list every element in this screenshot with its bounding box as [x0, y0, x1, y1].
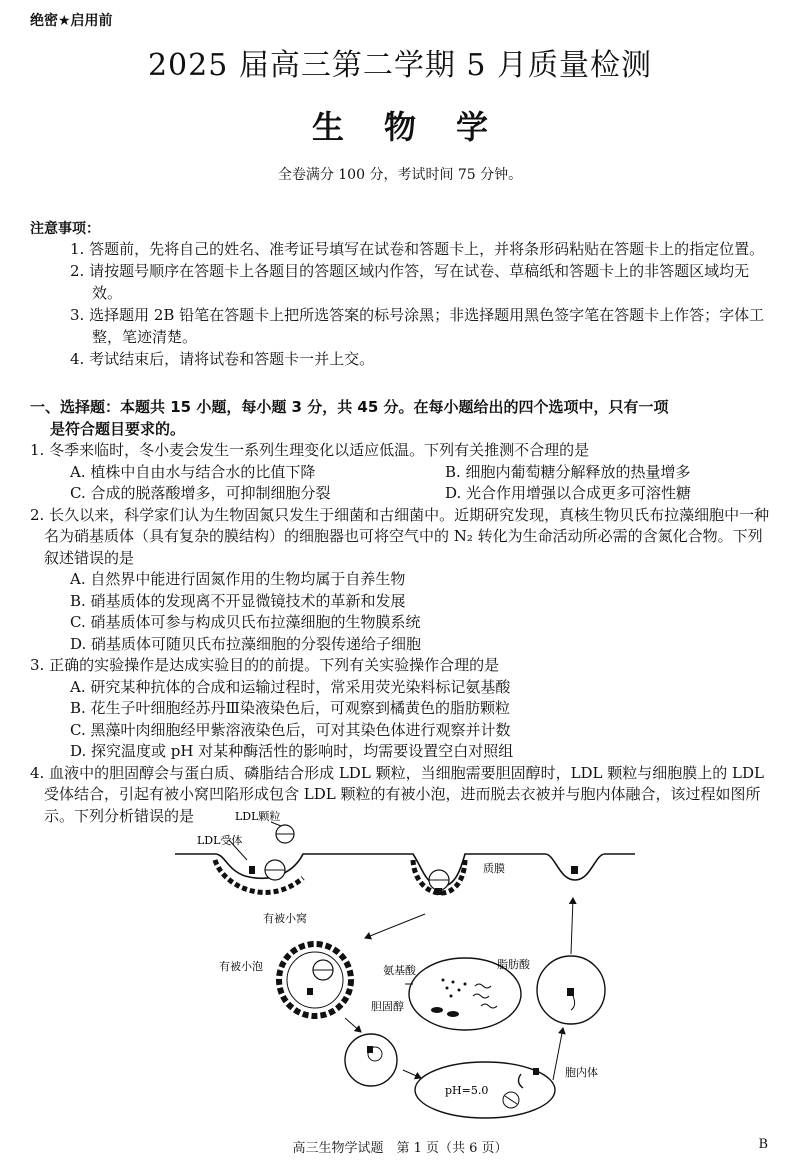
- uncoated-vesicle: [345, 1034, 397, 1086]
- option-d: D. 探究温度或 pH 对某种酶活性的影响时，均需要设置空白对照组: [70, 742, 514, 760]
- note-item: 2. 请按题号顺序在答题卡上各题目的答题区域内作答，写在试卷、草稿纸和答题卡上的非答题区域均无效。: [70, 262, 750, 302]
- label-ldl-particle: LDL颗粒: [235, 810, 281, 823]
- label-membrane: 质膜: [483, 862, 505, 875]
- label-ldl-receptor: LDL受体: [197, 834, 243, 847]
- notes-heading: 注意事项：: [30, 221, 100, 237]
- option-c: C. 合成的脱落酸增多，可抑制细胞分裂: [70, 484, 331, 502]
- section-heading-line2: 是符合题目要求的。: [50, 420, 186, 438]
- coated-pit-right: [413, 860, 465, 895]
- question-3: [30, 655, 772, 763]
- recycling-vesicle: [537, 956, 605, 1024]
- label-endosome: 胞内体: [565, 1066, 598, 1079]
- label-coated-pit: 有被小窝: [263, 912, 307, 925]
- paper-version-mark: B: [758, 1137, 768, 1152]
- note-item: 4. 考试结束后，请将试卷和答题卡一并上交。: [70, 350, 375, 368]
- label-ph: pH=5.0: [445, 1084, 489, 1097]
- recycling-vesicle-upper: [535, 884, 615, 900]
- confidential-mark: 绝密★启用前: [30, 13, 113, 29]
- option-c: C. 硝基质体可参与构成贝氏布拉藻细胞的生物膜系统: [70, 613, 421, 631]
- note-item: 3. 选择题用 2B 铅笔在答题卡上把所选答案的标号涂黑；非选择题用黑色签字笔在答题卡上作答；字体工整，笔迹清楚。: [70, 306, 765, 346]
- label-fatty-acid: 脂肪酸: [497, 958, 530, 971]
- option-a: A. 自然界中能进行固氮作用的生物均属于自养生物: [70, 570, 406, 588]
- option-a: A. 植株中自由水与结合水的比值下降: [70, 462, 316, 481]
- option-b: B. 细胞内葡萄糖分解释放的热量增多: [445, 462, 691, 481]
- page-footer: 高三生物学试题 第 1 页（共 6 页）: [292, 1141, 508, 1156]
- subject-title: 生物学: [311, 108, 528, 146]
- notes-list: [30, 238, 772, 370]
- option-b: B. 花生子叶细胞经苏丹Ⅲ染液染色后，可观察到橘黄色的脂肪颗粒: [70, 699, 511, 717]
- section-heading: [30, 396, 772, 440]
- option-b: B. 硝基质体的发现离不开显微镜技术的革新和发展: [70, 591, 406, 610]
- question-stem: 4. 血液中的胆固醇会与蛋白质、磷脂结合形成 LDL 颗粒，当细胞需要胆固醇时，LDL 颗粒与细胞膜上的 LDL 受体结合，引起有被小窝凹陷形成包含 LDL 颗粒的有被小泡，进而脱去衣被并与胞内体融合，该过程如图所示。下列分析错误的是: [30, 763, 765, 825]
- plasma-membrane: [175, 854, 635, 886]
- question-2: [30, 505, 772, 656]
- endocytosis-diagram: [175, 810, 635, 1126]
- coated-vesicle: [279, 944, 351, 1016]
- question-stem: 3. 正确的实验操作是达成实验目的的前提。下列有关实验操作合理的是: [30, 656, 500, 674]
- option-d: D. 光合作用增强以合成更多可溶性糖: [445, 484, 692, 502]
- label-cholesterol: 胆固醇: [371, 1000, 404, 1013]
- question-stem: 1. 冬季来临时，冬小麦会发生一系列生理变化以适应低温。下列有关推测不合理的是: [30, 441, 590, 459]
- section-heading-line1: 一、选择题：本题共 15 小题，每小题 3 分，共 45 分。在每小题给出的四个选项中，只有一项: [30, 398, 669, 416]
- ldl-particle: [276, 825, 294, 843]
- label-amino-acid: 氨基酸: [383, 964, 416, 977]
- option-c: C. 黑藻叶肉细胞经甲紫溶液染色后，可对其染色体进行观察并计数: [70, 720, 511, 739]
- score-line: 全卷满分 100 分，考试时间 75 分钟。: [277, 167, 523, 183]
- exam-title: 2025 届高三第二学期 5 月质量检测: [147, 48, 653, 83]
- option-a: A. 研究某种抗体的合成和运输过程时，常采用荧光染料标记氨基酸: [70, 677, 511, 696]
- questions: [30, 440, 772, 827]
- note-item: 1. 答题前，先将自己的姓名、准考证号填写在试卷和答题卡上，并将条形码粘贴在答题卡上的指定位置。: [70, 240, 765, 258]
- question-1: [30, 440, 772, 505]
- option-d: D. 硝基质体可随贝氏布拉藻细胞的分裂传递给子细胞: [70, 634, 422, 653]
- question-stem: 2. 长久以来，科学家们认为生物固氮只发生于细菌和古细菌中。近期研究发现，真核生物贝氏布拉藻细胞中一种名为硝基质体（具有复杂的膜结构）的细胞器也可将空气中的 N₂ 转化为生命活动所必需的含氮化合物。下列叙述错误的是: [30, 505, 770, 567]
- label-coated-vesicle: 有被小泡: [219, 960, 263, 973]
